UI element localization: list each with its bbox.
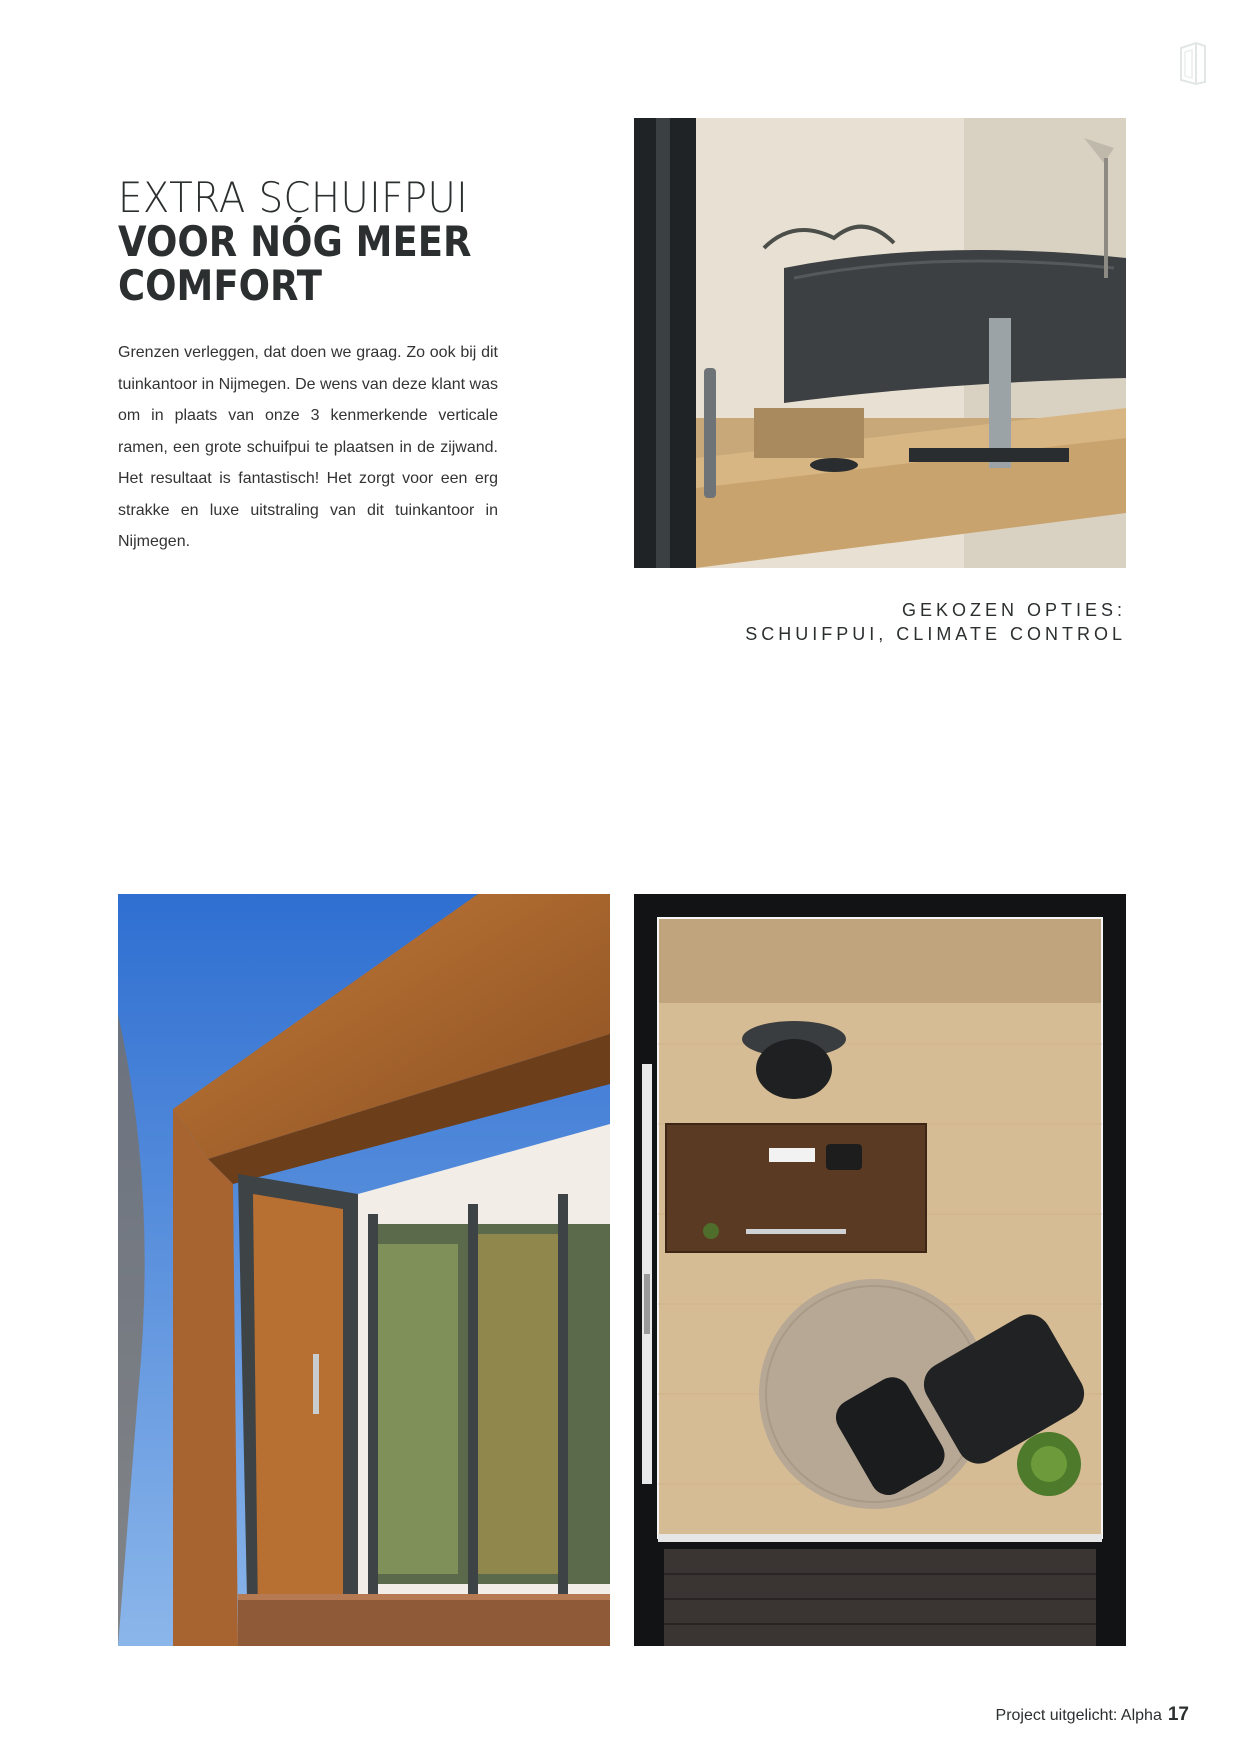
page-heading (118, 173, 538, 310)
options-value: SCHUIFPUI, CLIMATE CONTROL (745, 624, 1126, 644)
office-monitor-photo (634, 118, 1126, 568)
chosen-options (745, 598, 1126, 646)
heading-line-3: COMFORT (118, 261, 323, 310)
floor-plan-image (634, 894, 1126, 1646)
page-number: 17 (1167, 1704, 1189, 1725)
heading-line-1: EXTRA SCHUIFPUI (118, 173, 469, 222)
footer-label: Project uitgelicht: Alpha (995, 1707, 1162, 1724)
page-footer (996, 1704, 1189, 1726)
heading-line-2: VOOR NÓG MEER (118, 217, 472, 266)
door-logo-icon (1178, 40, 1208, 88)
exterior-sliding-door-photo (118, 894, 610, 1646)
intro-paragraph: Grenzen verleggen, dat doen we graag. Zo ook bij dit tuinkantoor in Nijmegen. De wens van deze klant was om in plaats van onze 3 kenmerkende verticale ramen, een grote schuifpui te plaatsen in de zijwand. Het resultaat is fantastisch! Het zorgt voor een erg strakke en luxe uitstraling van dit tuinkantoor in Nijmegen. (118, 344, 498, 550)
options-label: GEKOZEN OPTIES: (901, 600, 1126, 620)
